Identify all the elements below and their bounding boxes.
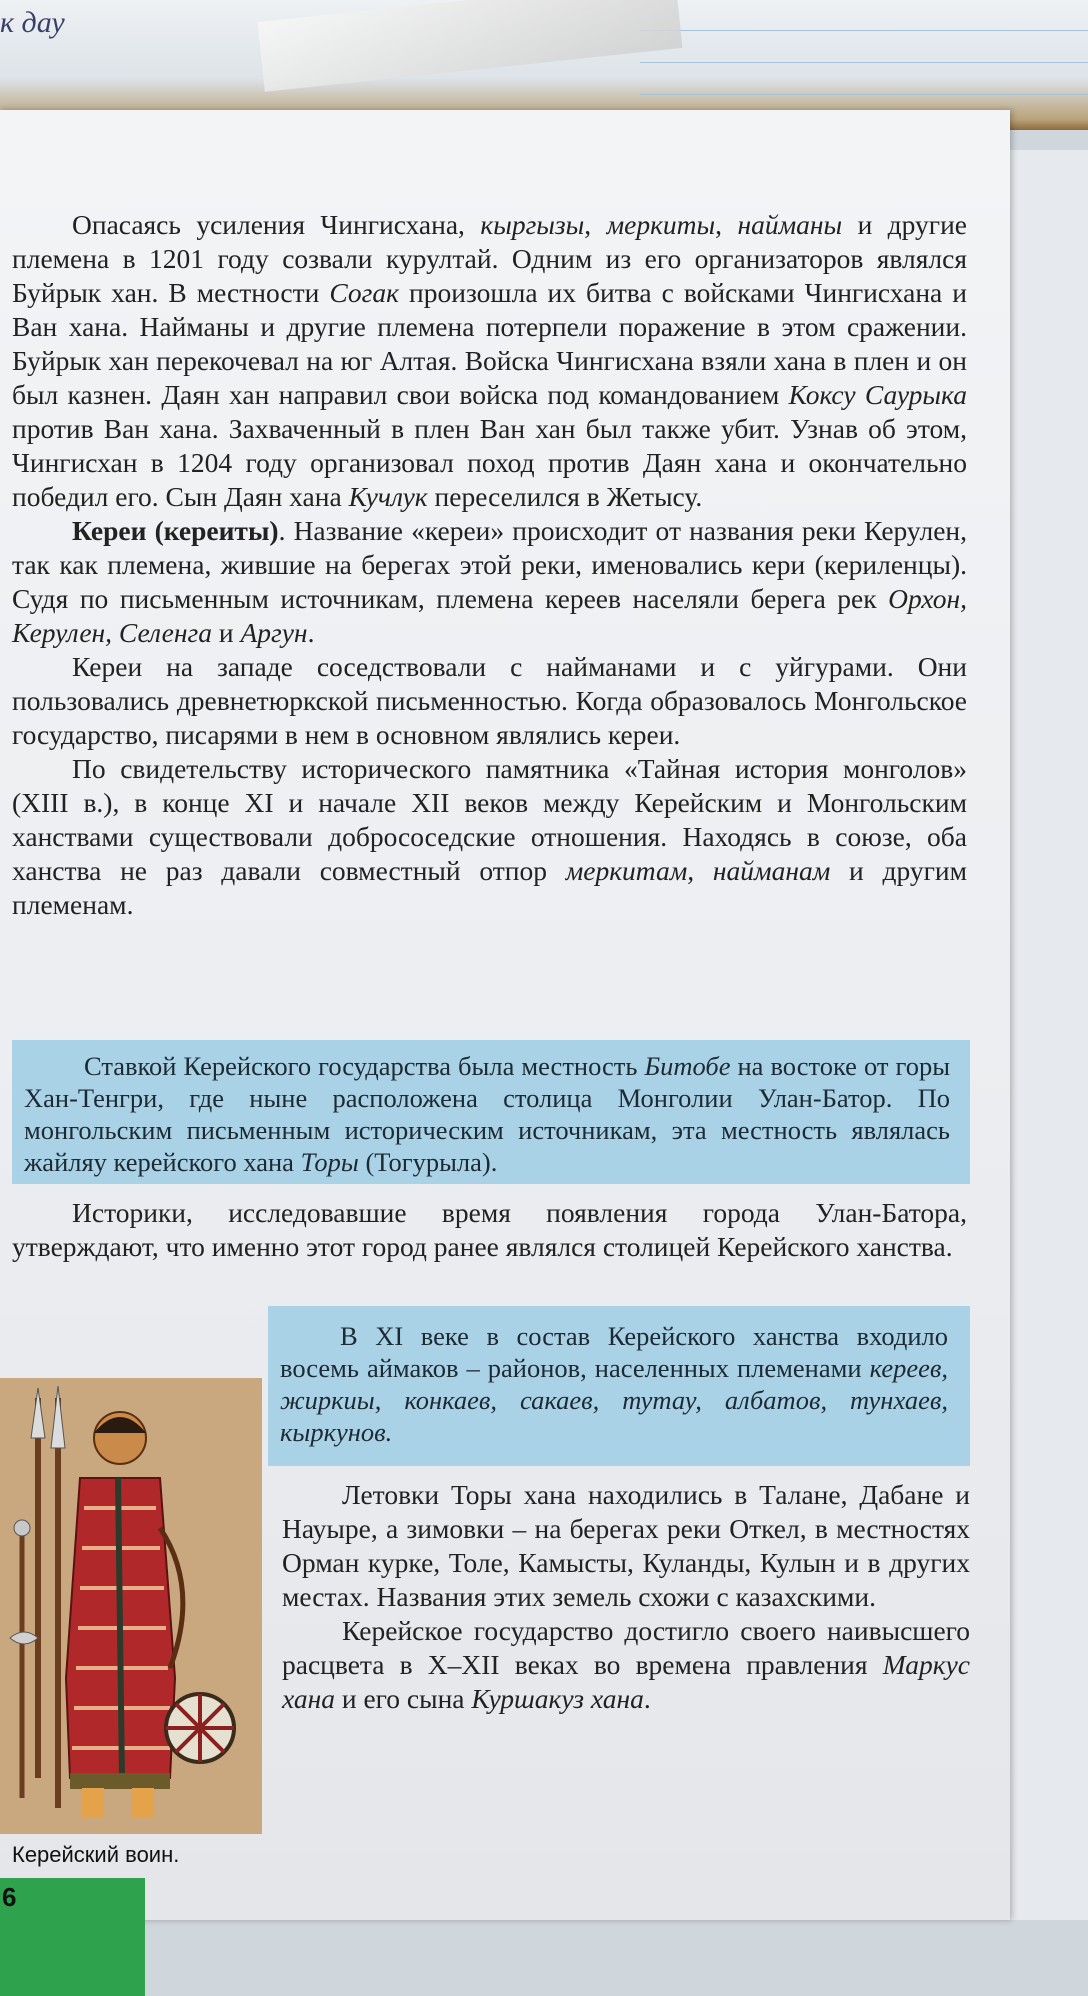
italic-run: Согак — [329, 277, 400, 308]
italic-run: Куршакуз хана — [471, 1683, 644, 1714]
notebook-line — [640, 62, 1088, 63]
info-box-text — [24, 1050, 950, 1178]
text-run: и другим племенам. — [12, 855, 967, 920]
text-run: и — [211, 617, 241, 648]
text-run: на востоке от горы Хан-Тенгри, где ныне расположена столица Монголии Улан-Батор. По монгольским письменным историческим источникам, эта местность являлась жайляу керейского хана — [24, 1051, 950, 1177]
paragraph — [12, 208, 967, 514]
figure-caption: Керейский воин. — [12, 1842, 180, 1867]
text-run: Летовки Торы хана находились в Талане, Дабане и Науыре, а зимовки – на берегах реки Откел, в местностях Орман курке, Толе, Камысты, Куланды, Кулын и в других местах. Названия этих земель схожи с казахскими. — [282, 1479, 970, 1612]
italic-run: Кучлук — [348, 481, 428, 512]
italic-run: найманы — [737, 209, 843, 240]
italic-run: Орхон, Керулен, Селенга — [12, 583, 967, 648]
page-number-tab — [0, 1878, 145, 1996]
text-run: Ставкой Керейского государства была местность — [84, 1051, 645, 1081]
text-run: (Тогурыла). — [358, 1147, 498, 1177]
text-run: Кереи на западе соседствовали с найманами и с уйгурами. Они пользовались древнетюркской письменностью. Когда образовалось Монгольское государство, писарями в нем в основном являлись кереи. — [12, 651, 967, 750]
paragraph — [12, 514, 967, 650]
textbook-page — [0, 110, 1010, 1920]
text-run: против Ван хана. Захваченный в плен Ван хан был также убит. Узнав об этом, Чингисхан в 1204 году организовал поход против Даян хана и окончательно победил его. Сын Даян хана — [12, 413, 967, 512]
text-run: Керейское государство достигло своего наивысшего расцвета в X–XII веках во времена правления — [282, 1615, 970, 1680]
side-page — [1005, 150, 1088, 1920]
text-run: . — [643, 1683, 651, 1714]
text-run: Опасаясь усиления Чингисхана, — [72, 209, 481, 240]
italic-run: Аргун — [240, 617, 308, 648]
italic-run: Битобе — [644, 1051, 731, 1081]
text-run: . Название «кереи» происходит от названия реки Керулен, так как племена, жившие на берегах этой реки, именовались кери (кериленцы). Судя по письменным источникам, племена кереев населяли берега рек — [12, 515, 967, 614]
text-after-box — [12, 1196, 967, 1264]
text-run: По свидетельству исторического памятника «Тайная история монголов» (XIII в.), в конце XI и начале XII веков между Керейским и Монгольским ханствами существовали добрососедские отношения. Находясь в союзе, оба ханства не раз давали совместный отпор — [12, 753, 967, 886]
notebook-line — [640, 94, 1088, 95]
text-run: переселился в Жетысу. — [427, 481, 703, 512]
text-run: и его сына — [335, 1683, 472, 1714]
italic-run: Торы — [300, 1147, 359, 1177]
text-run: , — [715, 209, 738, 240]
text-run: , — [584, 209, 607, 240]
italic-run: кереев, жиркиы, конкаев, сакаев, тутау, албатов, тунхаев, кыркунов. — [280, 1353, 948, 1447]
italic-run: кыргызы — [480, 209, 585, 240]
italic-run: Коксу Саурыка — [788, 379, 967, 410]
text-run: . — [307, 617, 315, 648]
text-run: Историки, исследовавшие время появления города Улан-Батора, утверждают, что именно этот город ранее являлся столицей Керейского ханства. — [12, 1197, 967, 1262]
paragraph — [12, 1196, 967, 1264]
text-run: и другие племена в 1201 году созвали курултай. Одним из его организаторов являлся Буйрык хан. В местности — [12, 209, 968, 308]
warrior-picture — [0, 1378, 262, 1834]
info-box-text — [280, 1320, 948, 1448]
page-number: 6 — [2, 1882, 17, 1912]
text-run: В XI веке в состав Керейского ханства входило восемь аймаков – районов, населенных племенами — [280, 1321, 948, 1383]
corner-text: к дау — [0, 6, 65, 39]
paragraph — [12, 752, 967, 922]
main-text — [12, 208, 967, 922]
italic-run: меркитам, найманам — [565, 855, 831, 886]
notebook-line — [640, 30, 1088, 31]
info-box-aimaki — [268, 1306, 970, 1466]
paragraph — [282, 1614, 970, 1716]
paragraph — [12, 650, 967, 752]
text-run: произошла их битва с войсками Чингисхана и Ван хана. Найманы и другие племена потерпели поражение в этом сражении. Буйрык хан перекочевал на юг Алтая. Войска Чингисхана взяли хана в плен и он был казнен. Даян хан направил свои войска под командованием — [12, 277, 967, 410]
italic-run: Маркус хана — [282, 1649, 970, 1714]
paragraph — [282, 1478, 970, 1614]
right-column-text — [282, 1478, 970, 1716]
info-box-stavka — [12, 1040, 970, 1184]
pens-bundle — [257, 0, 682, 92]
warrior-illustration — [0, 1378, 262, 1834]
italic-run: меркиты — [606, 209, 716, 240]
bold-run: Кереи (кереиты) — [72, 515, 279, 546]
